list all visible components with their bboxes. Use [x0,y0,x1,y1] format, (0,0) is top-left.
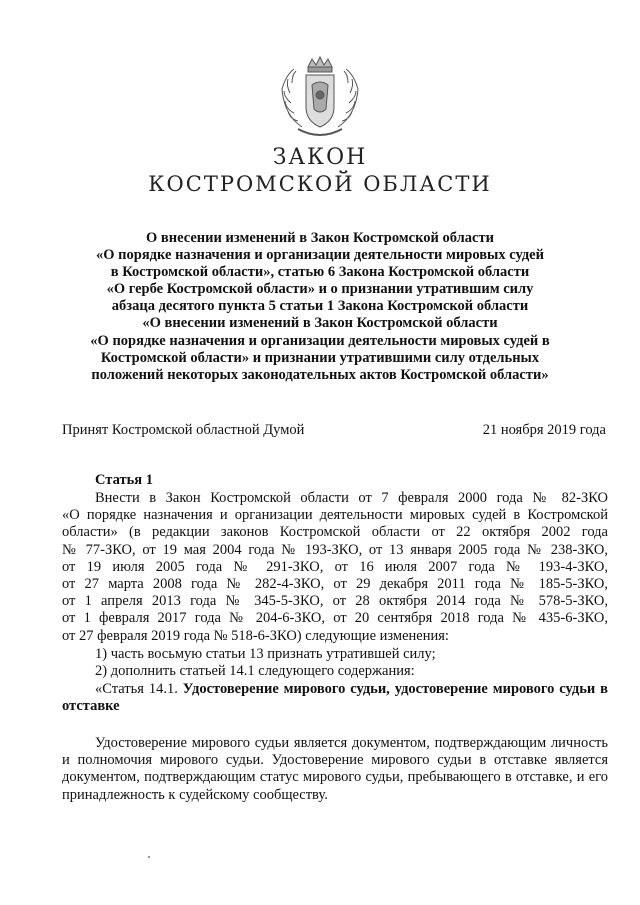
paragraph-line: от 27 марта 2008 года № 282-4-ЗКО, от 29 декабря 2011 года № 185-5-ЗКО, [62,576,608,593]
article-paragraph [62,490,608,645]
list-item: 2) дополнить статьей 14.1 следующего содержания: [95,663,415,679]
new-article-paragraph: Удостоверение мирового судьи является документом, подтверждающим личность и полномочия мирового судьи. Удостоверение мирового судьи в отставке является документом, подтверждающим статус мирового судьи, пребывающего в отставке, и его принадлежность к судейскому сообществу. [62,735,608,803]
title-line: О внесении изменений в Закон Костромской области [146,230,494,246]
paragraph-line: от 27 февраля 2019 года № 518-6-ЗКО) следующие изменения: [62,627,449,644]
paragraph-line: от 19 июля 2005 года № 291-ЗКО, от 16 июля 2007 года № 193-4-ЗКО, [62,558,608,575]
title-line: в Костромской области», статью 6 Закона Костромской области [110,264,530,281]
document-title [70,230,570,384]
law-title: ЗАКОН [272,145,368,170]
title-line: «О порядке назначения и организации деятельности мировых судей в [90,332,550,349]
title-line: абзаца десятого пункта 5 статьи 1 Закона Костромской области [111,298,529,315]
region-title: КОСТРОМСКОЙ ОБЛАСТИ [148,172,492,196]
list-item: 1) часть восьмую статьи 13 признать утратившей силу; [95,646,436,662]
title-line: положений некоторых законодательных актов Костромской области» [91,366,549,383]
new-article-number: «Статья 14.1. [95,681,178,697]
coat-of-arms-icon [268,55,372,141]
new-article-heading [62,681,608,715]
new-article-title: Удостоверение мирового судьи, удостоверение мирового судьи в отставке [62,681,608,715]
paragraph-line: от 1 февраля 2017 года № 204-6-ЗКО, от 20 сентября 2018 года № 435-6-ЗКО, [62,610,608,627]
title-line: Костромской области» и признании утратившими силу отдельных [100,349,540,366]
paragraph-line: области» (в редакции законов Костромской области от 22 октября 2002 года [62,524,608,541]
adoption-row [62,422,606,439]
paragraph-line: № 77-ЗКО, от 19 мая 2004 года № 193-ЗКО, от 13 января 2005 года № 238-ЗКО, [62,541,608,558]
paragraph-line: от 1 апреля 2013 года № 345-5-ЗКО, от 28 октября 2014 года № 578-5-ЗКО, [62,593,608,610]
title-line: «О гербе Костромской области» и о признании утратившим силу [106,281,534,298]
paragraph-line: «О порядке назначения и организации деятельности мировых судей в Костромской [62,507,608,524]
adopted-by: Принят Костромской областной Думой [62,422,305,438]
article-heading: Статья 1 [95,472,153,488]
scan-speck [148,856,150,858]
title-line: «О порядке назначения и организации деятельности мировых судей [96,247,544,264]
title-line: «О внесении изменений в Закон Костромской области [142,315,498,332]
adoption-date: 21 ноября 2019 года [482,422,606,438]
paragraph-line: Внести в Закон Костромской области от 7 февраля 2000 года № 82-ЗКО [95,490,608,506]
